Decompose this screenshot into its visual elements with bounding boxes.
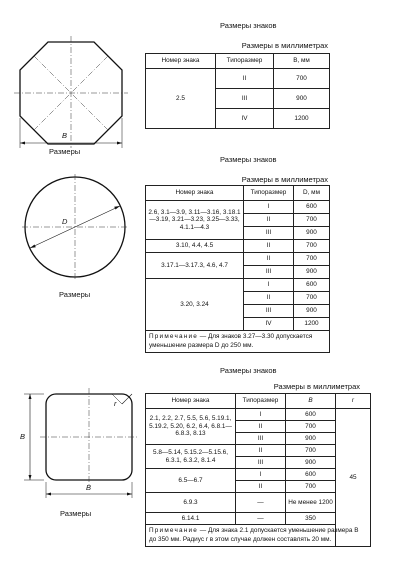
value-cell: 600 (294, 201, 330, 214)
section2-units: Размеры в миллиметрах (241, 175, 328, 184)
table-row (146, 240, 330, 253)
header-b: B (286, 394, 336, 409)
size-cell: IV (244, 318, 294, 331)
size-cell: — (236, 513, 286, 525)
value-cell: 900 (294, 266, 330, 279)
size-cell: I (236, 409, 286, 421)
table-row (146, 253, 330, 266)
header-sign-number: Номер знака (146, 186, 244, 201)
header-value: B, мм (274, 54, 330, 69)
value-cell: 700 (294, 292, 330, 305)
value-cell: 700 (294, 240, 330, 253)
sign-number-cell: 2.1, 2.2, 2.7, 5.5, 5.6, 5.19.1, 5.19.2, 5.20, 6.2, 6.4, 6.8.1—6.8.3, 8.13 (146, 409, 236, 445)
section3-title: Размеры знаков (220, 366, 277, 375)
size-cell: II (244, 240, 294, 253)
value-cell: 900 (274, 89, 330, 109)
value-cell: 700 (274, 69, 330, 89)
header-sign-number: Номер знака (146, 394, 236, 409)
size-cell: III (244, 227, 294, 240)
note-text: — Для знаков 3.27—3.30 допускается уменьшение размера D до 250 мм. (149, 333, 313, 349)
size-cell: II (216, 69, 274, 89)
header-r: r (336, 394, 371, 409)
sign-number-cell: 3.20, 3.24 (146, 279, 244, 331)
value-cell: 600 (286, 409, 336, 421)
header-sign-number: Номер знака (146, 54, 216, 69)
table-row (146, 69, 330, 89)
sign-number-cell: 3.10, 4.4, 4.5 (146, 240, 244, 253)
value-cell: 700 (286, 445, 336, 457)
size-cell: II (236, 421, 286, 433)
note-cell (146, 525, 371, 547)
section1-title: Размеры знаков (220, 21, 277, 30)
note-label: Примечание (149, 333, 198, 340)
value-cell: 350 (286, 513, 336, 525)
value-cell: 600 (286, 469, 336, 481)
section3-caption: Размеры (60, 509, 92, 518)
value-cell: 700 (286, 481, 336, 493)
value-cell: 600 (294, 279, 330, 292)
sign-number-cell: 6.14.1 (146, 513, 236, 525)
size-cell: II (244, 253, 294, 266)
value-cell: 900 (294, 305, 330, 318)
size-cell: III (236, 433, 286, 445)
section1-units: Размеры в миллиметрах (241, 41, 328, 50)
size-cell: — (236, 493, 286, 513)
circle-d-label: D (62, 217, 68, 226)
section1-table (145, 53, 330, 129)
note-cell (146, 331, 330, 353)
sign-number-cell: 5.8—5.14, 5.15.2—5.15.6, 6.3.1, 6.3.2, 8.1.4 (146, 445, 236, 469)
section3-table (145, 393, 371, 547)
sign-number-cell: 6.9.3 (146, 493, 236, 513)
value-cell: 700 (286, 421, 336, 433)
sign-number-cell: 2.6, 3.1—3.9, 3.11—3.16, 3.18.1—3.19, 3.21—3.23, 3.25—3.33, 4.1.1—4.3 (146, 201, 244, 240)
header-size: Типоразмер (244, 186, 294, 201)
section2-title: Размеры знаков (220, 155, 277, 164)
size-cell: I (244, 279, 294, 292)
value-cell: 700 (294, 253, 330, 266)
note-label: Примечание (149, 527, 198, 534)
octagon-b-label: B (62, 131, 68, 140)
rounded-square-diagram (20, 380, 140, 505)
value-cell: 900 (286, 457, 336, 469)
note-row (146, 331, 330, 353)
header-value: D, мм (294, 186, 330, 201)
size-cell: I (244, 201, 294, 214)
section3-units: Размеры в миллиметрах (273, 382, 360, 391)
size-cell: III (244, 266, 294, 279)
size-cell: II (236, 481, 286, 493)
size-cell: IV (216, 109, 274, 129)
header-size: Типоразмер (216, 54, 274, 69)
size-cell: II (236, 445, 286, 457)
value-cell: 1200 (294, 318, 330, 331)
table-row (146, 409, 371, 421)
header-size: Типоразмер (236, 394, 286, 409)
size-cell: III (236, 457, 286, 469)
value-cell: 900 (286, 433, 336, 445)
section2-table (145, 185, 330, 353)
square-b-horizontal-label: B (86, 483, 92, 492)
size-cell: II (244, 214, 294, 227)
table-row (146, 201, 330, 214)
table-header-row (146, 394, 371, 409)
size-cell: III (244, 305, 294, 318)
sign-number-cell: 2.5 (146, 69, 216, 129)
section2-caption: Размеры (59, 290, 91, 299)
note-text: — Для знака 2.1 допускается уменьшение размера B до 350 мм. Радиус r в этом случае должен составлять 20 мм. (149, 527, 359, 543)
table-header-row (146, 54, 330, 69)
size-cell: III (216, 89, 274, 109)
section1-caption: Размеры (49, 147, 81, 156)
value-cell: 700 (294, 214, 330, 227)
circle-diagram (22, 174, 128, 280)
note-row (146, 525, 371, 547)
sign-number-cell: 6.5—6.7 (146, 469, 236, 493)
size-cell: I (236, 469, 286, 481)
r-value-cell: 45 (336, 409, 371, 547)
square-b-vertical-label: B (20, 432, 26, 441)
value-cell: 900 (294, 227, 330, 240)
value-cell: Не менее 1200 (286, 493, 336, 513)
table-row (146, 279, 330, 292)
value-cell: 1200 (274, 109, 330, 129)
octagon-diagram (14, 36, 129, 148)
square-r-label: r (114, 399, 117, 408)
sign-number-cell: 3.17.1—3.17.3, 4.6, 4.7 (146, 253, 244, 279)
size-cell: II (244, 292, 294, 305)
table-header-row (146, 186, 330, 201)
